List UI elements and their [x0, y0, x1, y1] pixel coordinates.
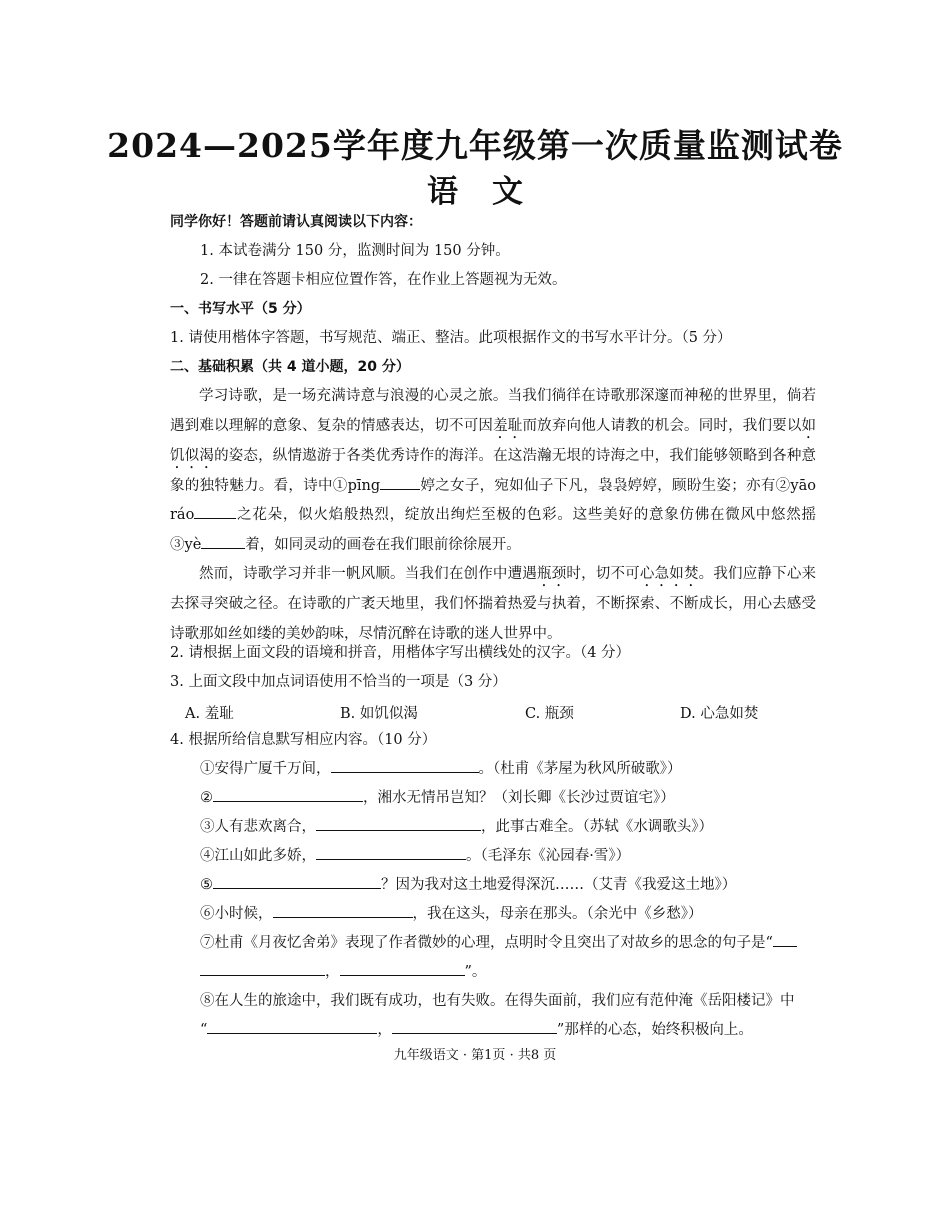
question-4: 4. 根据所给信息默写相应内容。（10 分） — [170, 732, 437, 748]
page-footer: 九年级语文 · 第1页 · 共8 页 — [393, 1048, 557, 1063]
recitation-item-3: ③人有悲欢离合， ，此事古难全。（苏轼《水调歌头》） — [200, 813, 850, 842]
answer-blank — [392, 1019, 557, 1034]
option-d: D. 心急如焚 — [680, 706, 759, 722]
question-2: 2. 请根据上面文段的语境和拼音，用楷体字写出横线处的汉字。（4 分） — [170, 645, 631, 661]
answer-blank — [316, 816, 481, 831]
answer-blank — [273, 903, 413, 918]
dotted-word-2: 如饥似渴 — [170, 417, 817, 464]
section1-heading: 一、书写水平（5 分） — [170, 301, 311, 317]
answer-blank — [340, 961, 465, 976]
dotted-word-3: 瓶颈 — [537, 566, 567, 582]
answer-blank — [200, 961, 325, 976]
passage-paragraph-2: 然而，诗歌学习并非一帆风顺。当我们在创作中遭遇瓶颈时，切不可心急如焚。我们应静下心来去探寻突破之径。在诗歌的广袤天地里，我们怀揣着热爱与执着，不断探索、不断成长，用心去感受诗歌那如丝如缕的美妙韵味，尽情沉醉在诗歌的迷人世界中。 — [170, 566, 817, 642]
notice-heading: 同学你好！答题前请认真阅读以下内容： — [170, 214, 422, 230]
recitation-item-2: ② ，湘水无情吊岂知？（刘长卿《长沙过贾谊宅》） — [200, 784, 850, 813]
option-b: B. 如饥似渴 — [340, 706, 418, 722]
option-c: C. 瓶颈 — [525, 706, 574, 722]
answer-blank — [316, 845, 466, 860]
answer-blank — [331, 758, 479, 773]
question-3: 3. 上面文段中加点词语使用不恰当的一项是（3 分） — [170, 674, 507, 690]
answer-blank — [207, 1019, 377, 1034]
passage-paragraph-1: 学习诗歌，是一场充满诗意与浪漫的心灵之旅。当我们徜徉在诗歌那深邃而神秘的世界里，倘若遇到难以理解的意象、复杂的情感表达，切不可因羞耻而放弃向他人请教的机会。同时，我们要以如饥似渴的姿态，纵情遨游于各类优秀诗作的海洋。在这浩瀚无垠的诗海之中，我们能够领略到各种意象的独特魅力。看，诗中①pīng 婷之女子，宛如仙子下凡，袅袅婷婷，顾盼生姿；亦有②yāo ráo 之花朵，似火焰般热烈，绽放出绚烂至极的色彩。这些美好的意象仿佛在微风中悠然摇③yè 着，如同灵动的画卷在我们眼前徐徐展开。 — [170, 388, 831, 553]
answer-blank — [213, 874, 381, 889]
recitation-item-1: ①安得广厦千万间， 。（杜甫《茅屋为秋风所破歌》） — [200, 755, 850, 784]
dotted-word-1: 羞耻 — [493, 417, 523, 434]
recitation-item-7-cont: ， ”。 — [200, 958, 850, 987]
recitation-item-8-cont: “ ， ”那样的心态，始终积极向上。 — [200, 1016, 850, 1045]
recitation-item-8: ⑧在人生的旅途中，我们既有成功，也有失败。在得失面前，我们应有范仲淹《岳阳楼记》中 — [200, 993, 795, 1009]
recitation-item-4: ④江山如此多娇， 。（毛泽东《沁园春·雪》） — [200, 842, 850, 871]
subject-title: 语文 — [427, 174, 557, 210]
section2-heading: 二、基础积累（共 4 道小题，20 分） — [170, 359, 410, 375]
recitation-item-6: ⑥小时候， ，我在这头，母亲在那头。（余光中《乡愁》） — [200, 900, 850, 929]
answer-blank — [773, 932, 797, 947]
answer-blank — [213, 787, 363, 802]
blank-2 — [194, 504, 236, 519]
recitation-item-5: ⑤ ？因为我对这土地爱得深沉……（艾青《我爱这土地》） — [200, 871, 850, 900]
recitation-item-7: ⑦杜甫《月夜忆舍弟》表现了作者微妙的心理，点明时令且突出了对故乡的思念的句子是“ — [200, 929, 850, 958]
notice-item: 2. 一律在答题卡相应位置作答，在作业上答题视为无效。 — [200, 272, 567, 288]
option-a: A. 羞耻 — [185, 706, 234, 722]
exam-title: 2024—2025学年度九年级第一次质量监测试卷 — [107, 126, 843, 165]
question-1: 1. 请使用楷体字答题，书写规范、端正、整洁。此项根据作文的书写水平计分。（5 分） — [170, 330, 732, 346]
blank-3 — [201, 534, 245, 549]
notice-item: 1. 本试卷满分 150 分，监测时间为 150 分钟。 — [200, 243, 510, 259]
dotted-word-4: 心急如焚 — [639, 566, 699, 582]
blank-1 — [380, 475, 420, 490]
reading-passage — [170, 382, 831, 649]
